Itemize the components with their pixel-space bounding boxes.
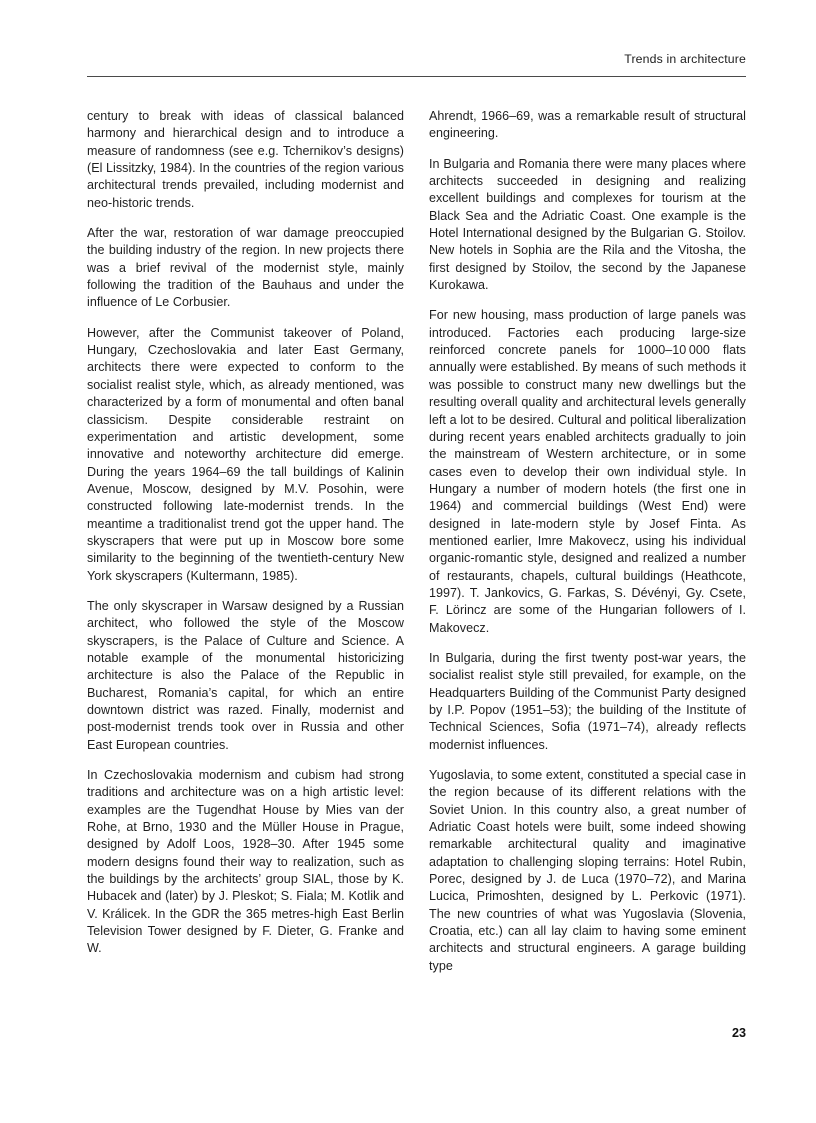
paragraph: Ahrendt, 1966–69, was a remarkable result of structural engineering.	[429, 109, 746, 141]
paragraph: The only skyscraper in Warsaw designed by a Russian architect, who followed the style of the Moscow skyscrapers, is the Palace of Culture and Science. A notable example of the monumental historicizing architecture is also the Palace of the Republic in Bucharest, Romania’s capital, for which an entire downtown district was razed. Finally, modernist and post-modernist trends took over in Russia and other East European countries.	[87, 598, 404, 752]
paragraph: In Bulgaria, during the first twenty post-war years, the socialist realist style still prevailed, for example, on the Headquarters Building of the Communist Party designed by I.P. Popov (1951–53); the building of the Institute of Technical Sciences, Sofia (1971–74), already reflects modernist influences.	[429, 650, 746, 752]
header-rule	[87, 76, 746, 77]
paragraph: In Czechoslovakia modernism and cubism had strong traditions and architecture was on a high artistic level: examples are the Tugendhat House by Mies van der Rohe, at Brno, 1930 and the Müller House in Prague, designed by Adolf Loos, 1928–30. After 1945 some modern designs found their way to realization, such as the buildings by the architects’ group SIAL, those by K. Hubacek and (later) by J. Pleskot; S. Fiala; M. Kotlik and V. Králicek. In the GDR the 365 metres-high East Berlin Television Tower designed by F. Dieter, G. Franke and W.	[87, 768, 404, 956]
left-column	[87, 108, 404, 958]
paragraph: However, after the Communist takeover of Poland, Hungary, Czechoslovakia and later East Germany, architects there were expected to conform to the socialist realist style, which, as already mentioned, was characterized by a form of monumental and often banal classicism. Despite considerable restraint on experimentation and artistic development, some innovative and noteworthy architecture did emerge. During the years 1964–69 the tall buildings of Kalinin Avenue, Moscow, designed by M.V. Posohin, were constructed following late-modernist trends. In the meantime a traditionalist trend got the upper hand. The skyscrapers that were put up in Moscow bore some similarity to the beginning of the twentieth-century New York skyscrapers (Kultermann, 1985).	[87, 325, 404, 583]
right-column	[429, 108, 746, 975]
paragraph: In Bulgaria and Romania there were many places where architects succeeded in designing and realizing excellent buildings and complexes for tourism at the Black Sea and the Adriatic Coast. One example is the Hotel International designed by the Bulgarian G. Stoilov. New hotels in Sophia are the Rila and the Vitosha, the first designed by Stoilov, the second by the Japanese Kurokawa.	[429, 156, 746, 293]
paragraph: Yugoslavia, to some extent, constituted a special case in the region because of its different relations with the Soviet Union. In this country also, a great number of Adriatic Coast hotels were built, some indeed showing remarkable architectural quality and imaginative adaptation to challenging sloping terrains: Hotel Rubin, Porec, designed by J. de Luca (1970–72), and Marina Lucica, Primoshten, designed by L. Perkovic (1971). The new countries of what was Yugoslavia (Slovenia, Croatia, etc.) can all lay claim to having some eminent architects and structural engineers. A garage building type	[429, 768, 746, 973]
paragraph: After the war, restoration of war damage preoccupied the building industry of the region. In new projects there was a brief revival of the modernist style, mainly following the tradition of the Bauhaus and under the influence of Le Corbusier.	[87, 226, 404, 310]
page-number: 23	[731, 1026, 746, 1040]
paragraph: For new housing, mass production of large panels was introduced. Factories each producing large-size reinforced concrete panels for 1000–10 000 flats annually were established. By means of such methods it was possible to construct many new dwellings but the resulting overall quality and architectural levels generally left a lot to be desired. Cultural and political liberalization during recent years enabled architects gradually to join the mainstream of Western architecture, or in some cases even to develop their own individual style. In Hungary a number of modern hotels (the first one in 1964) and commercial buildings (West End) were designed in late-modern style by Josef Finta. As mentioned earlier, Imre Makovecz, using his individual organic-romantic style, designed and realized a number of restaurants, chapels, cultural buildings (Heathcote, 1997). T. Jankovics, G. Farkas, S. Dévényi, Gy. Csete, F. Lörincz are some of the Hungarian followers of I. Makovecz.	[429, 308, 746, 635]
paragraph: century to break with ideas of classical balanced harmony and hierarchical design and to introduce a measure of randomness (see e.g. Tchernikov’s designs) (El Lissitzky, 1984). In the countries of the region various architectural trends prevailed, including modernist and neo-historic trends.	[87, 109, 404, 210]
two-column-body	[87, 108, 746, 1008]
running-head: Trends in architecture	[624, 52, 746, 66]
